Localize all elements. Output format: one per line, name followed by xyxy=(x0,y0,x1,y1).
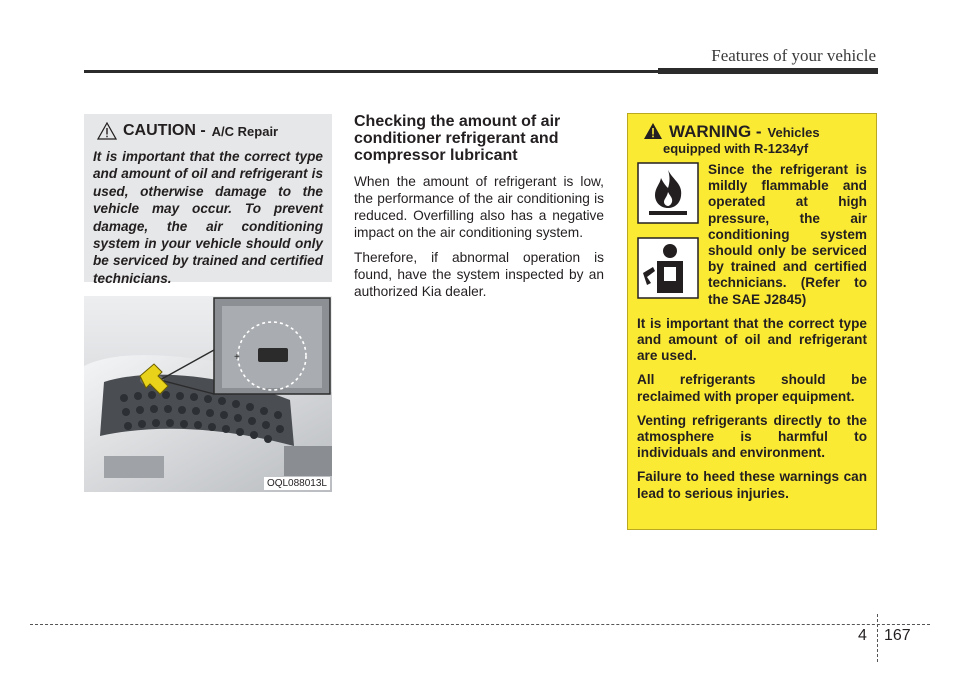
warning-paragraph: Failure to heed these warnings can lead to serious injuries. xyxy=(637,469,867,501)
section-title: Features of your vehicle xyxy=(711,46,876,65)
warning-triangle-icon xyxy=(643,122,663,140)
warning-title xyxy=(637,122,867,142)
caution-text: It is important that the correct type and amount of oil and refrigerant is used, otherwise damage to the vehicle may occur. To prevent damage, the air conditioning system in your vehicle should only be serviced by trained and certified technicians. xyxy=(93,149,323,286)
caution-label: CAUTION - xyxy=(123,122,206,139)
warning-upper xyxy=(637,162,867,308)
warning-box xyxy=(627,113,877,530)
car-hood-photo xyxy=(84,296,332,492)
chapter-number: 4 xyxy=(858,627,867,644)
warning-subject-line2: equipped with R-1234yf xyxy=(663,141,809,156)
page-separator xyxy=(877,614,878,662)
figure-photo xyxy=(84,296,332,492)
service-technician-icon xyxy=(637,237,699,299)
caution-title xyxy=(93,122,323,140)
caution-box xyxy=(84,114,332,286)
footer-rule xyxy=(30,624,930,625)
warning-side-text: Since the refrigerant is mildly flammable and operated at high pressure, the air conditioning system should only be serviced by trained and certified technicians. (Refer to the SAE J2845) xyxy=(708,162,867,307)
caution-triangle-icon xyxy=(97,122,117,140)
section-heading: Checking the amount of air conditioner refrigerant and compressor lubricant xyxy=(354,113,561,164)
warning-paragraph: It is important that the correct type and amount of oil and refrigerant are used. xyxy=(637,315,867,364)
caution-subject: A/C Repair xyxy=(211,123,279,139)
figure-code: OQL088013L xyxy=(264,477,330,490)
header-rule-accent xyxy=(658,68,878,74)
warning-paragraph: Venting refrigerants directly to the atmosphere is harmful to individuals and environment. xyxy=(637,412,867,461)
main-column xyxy=(354,113,604,308)
warning-icons xyxy=(637,162,699,312)
page-number: 167 xyxy=(884,627,911,644)
warning-label: WARNING - xyxy=(669,122,762,141)
warning-subject: Vehicles xyxy=(767,125,820,140)
warning-paragraph: All refrigerants should be reclaimed with proper equipment. xyxy=(637,372,867,404)
svg-text:+: + xyxy=(234,352,240,363)
body-paragraph: Therefore, if abnormal operation is found, have the system inspected by an authorized Kia dealer. xyxy=(354,250,604,299)
flammable-icon xyxy=(637,162,699,224)
body-paragraph: When the amount of refrigerant is low, the performance of the air conditioning is reduced. Overfilling also has a negative impact on the air conditioning system. xyxy=(354,174,604,240)
